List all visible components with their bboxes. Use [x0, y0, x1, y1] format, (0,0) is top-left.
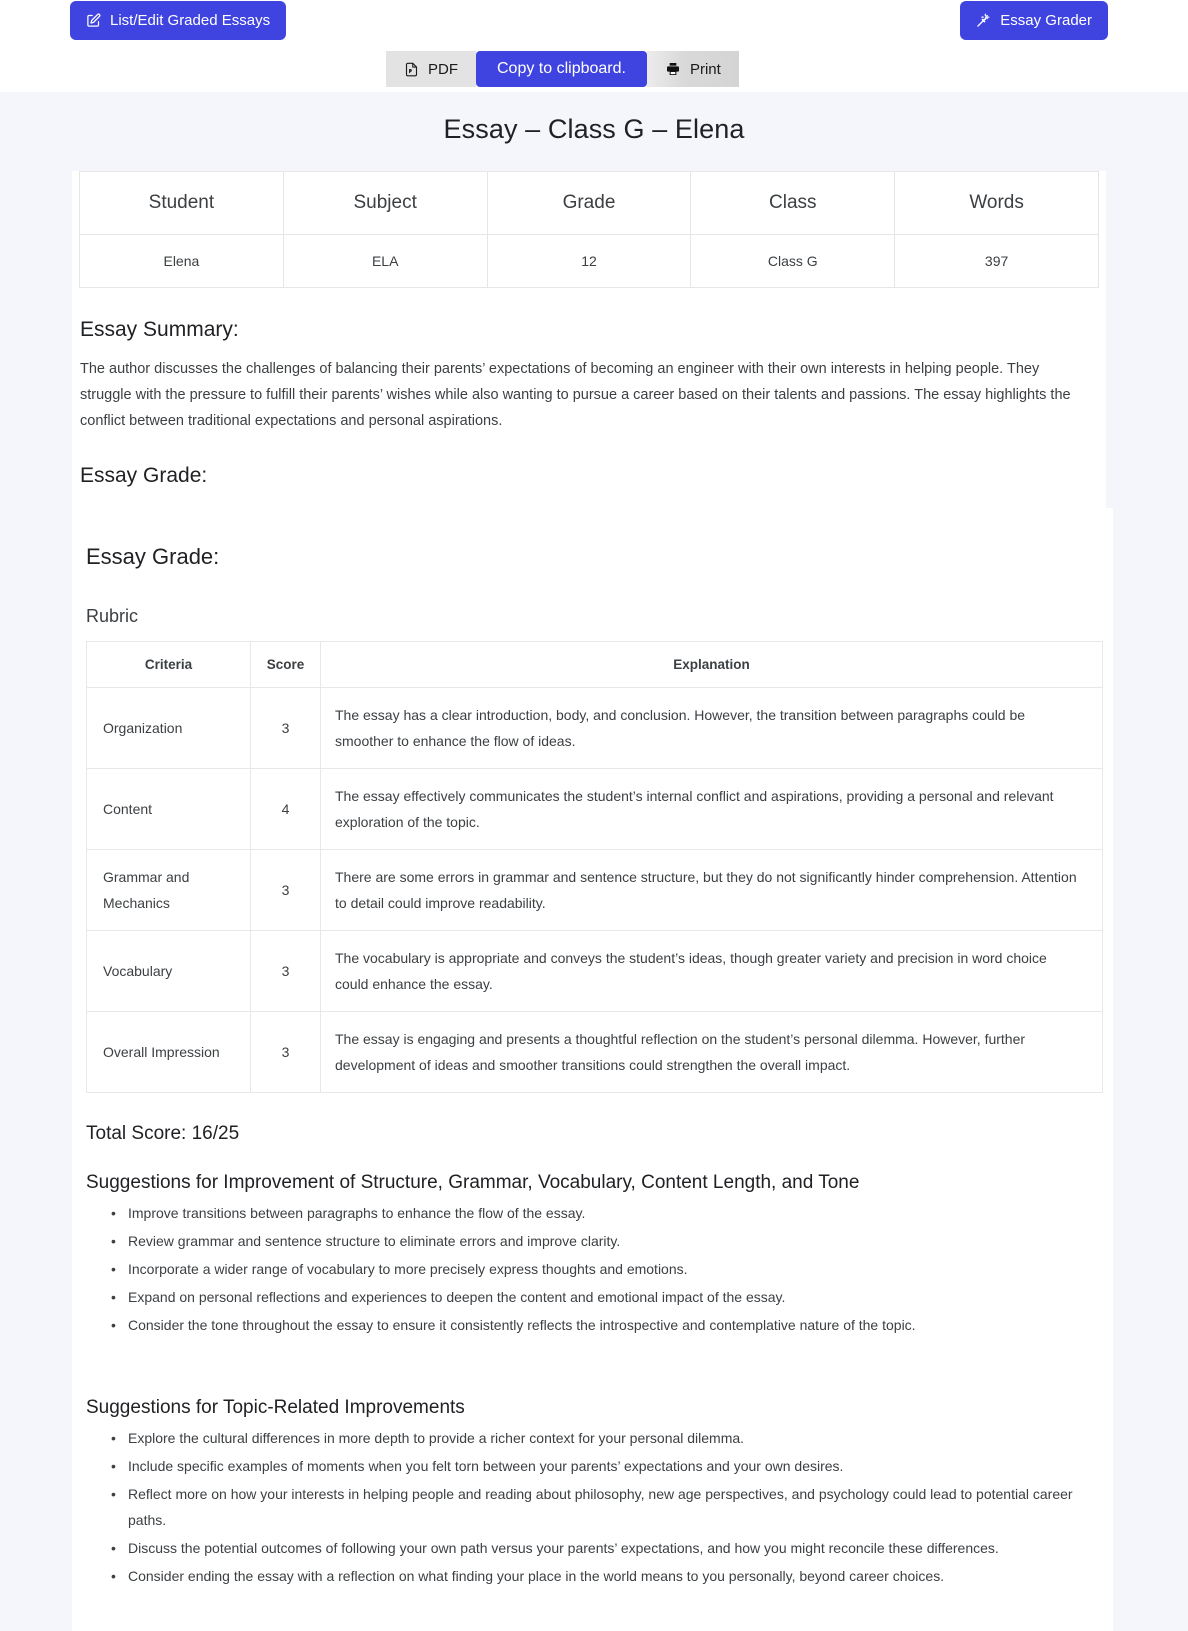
section-spacer: [72, 1340, 1113, 1370]
essay-grader-button[interactable]: [960, 1, 1108, 40]
print-button[interactable]: [647, 51, 739, 87]
table-header-row: [80, 172, 1099, 235]
top-toolbar: [0, 0, 1188, 92]
cell-explanation: There are some errors in grammar and sentence structure, but they do not significantly hinder comprehension. Attention to detail could improve readability.: [321, 850, 1103, 931]
print-label: Print: [689, 60, 721, 78]
cell-criteria: Vocabulary: [87, 931, 251, 1012]
cell-subject: ELA: [283, 235, 487, 288]
essay-grade-heading-inner: Essay Grade:: [86, 544, 220, 569]
cell-criteria: Overall Impression: [87, 1012, 251, 1093]
essay-grade-heading: Essay Grade:: [80, 464, 208, 487]
page-body: [0, 92, 1188, 1631]
list-item: • Include specific examples of moments when you felt torn between your parents’ expectations and your own desires.: [128, 1453, 1099, 1480]
total-score: Total Score: 16/25: [86, 1123, 240, 1144]
column-header-subject: Subject: [283, 172, 487, 235]
list-item: • Consider the tone throughout the essay to ensure it consistently reflects the introspective and contemplative nature of the topic.: [128, 1312, 1099, 1339]
list-item: • Explore the cultural differences in more depth to provide a richer context for your personal dilemma.: [128, 1425, 1099, 1452]
cell-class: Class G: [691, 235, 895, 288]
suggestions-structure-heading: Suggestions for Improvement of Structure, Grammar, Vocabulary, Content Length, and Tone: [86, 1172, 860, 1193]
pdf-label: PDF: [428, 60, 458, 78]
column-header-criteria: Criteria: [87, 642, 251, 688]
pdf-button[interactable]: [386, 51, 476, 87]
column-header-grade: Grade: [487, 172, 691, 235]
cell-explanation: The essay effectively communicates the student’s internal conflict and aspirations, providing a personal and relevant exploration of the topic.: [321, 769, 1103, 850]
cell-student: Elena: [80, 235, 284, 288]
cell-criteria: Organization: [87, 688, 251, 769]
rubric-table-body: [87, 688, 1103, 1093]
essay-overview-card: [72, 171, 1106, 508]
list-item: • Improve transitions between paragraphs to enhance the flow of the essay.: [128, 1200, 1099, 1227]
essay-info-table: [79, 171, 1099, 288]
rubric-heading: Rubric: [86, 606, 139, 626]
table-row: [87, 931, 1103, 1012]
column-header-score: Score: [251, 642, 321, 688]
suggestions-structure-list: [86, 1200, 1099, 1339]
suggestions-topic-list: [86, 1425, 1099, 1590]
list-item: • Incorporate a wider range of vocabulary to more precisely express thoughts and emotions.: [128, 1256, 1099, 1283]
list-item: • Discuss the potential outcomes of following your own path versus your parents’ expectations, and how you might reconcile these differences.: [128, 1535, 1099, 1562]
table-row: [87, 1012, 1103, 1093]
cell-criteria: Grammar and Mechanics: [87, 850, 251, 931]
list-item: • Expand on personal reflections and experiences to deepen the content and emotional impact of the essay.: [128, 1284, 1099, 1311]
list-item: • Reflect more on how your interests in helping people and reading about philosophy, new age perspectives, and psychology could lead to potential career paths.: [128, 1481, 1099, 1534]
essay-grader-label: Essay Grader: [1000, 12, 1092, 29]
printer-icon: [665, 61, 681, 77]
suggestions-topic-heading: Suggestions for Topic-Related Improvements: [86, 1397, 465, 1418]
table-row: [87, 688, 1103, 769]
table-row: [87, 850, 1103, 931]
copy-to-clipboard-button[interactable]: Copy to clipboard.: [476, 51, 647, 87]
cell-grade: 12: [487, 235, 691, 288]
cell-words: 397: [895, 235, 1099, 288]
column-header-explanation: Explanation: [321, 642, 1103, 688]
page-title: Essay – Class G – Elena: [443, 114, 745, 144]
cell-score: 3: [251, 931, 321, 1012]
pdf-file-icon: [404, 61, 419, 78]
table-row: [87, 769, 1103, 850]
edit-square-icon: [86, 13, 101, 28]
essay-grade-card: [72, 508, 1113, 1631]
column-header-class: Class: [691, 172, 895, 235]
cell-score: 3: [251, 1012, 321, 1093]
table-row: [80, 235, 1099, 288]
list-edit-graded-essays-label: List/Edit Graded Essays: [110, 12, 271, 29]
cell-score: 3: [251, 688, 321, 769]
cell-score: 4: [251, 769, 321, 850]
essay-summary-heading: Essay Summary:: [80, 318, 239, 341]
export-toolbar: [386, 51, 739, 87]
list-edit-graded-essays-button[interactable]: [70, 1, 286, 40]
magic-wand-icon: [976, 13, 991, 28]
rubric-table: [86, 641, 1103, 1093]
list-item: • Consider ending the essay with a reflection on what finding your place in the world means to you personally, beyond career choices.: [128, 1563, 1099, 1590]
essay-summary-text: The author discusses the challenges of balancing their parents’ expectations of becoming an engineer with their own interests in helping people. They struggle with the pressure to fulfill their parents’ wishes while also wanting to pursue a career based on their talents and passions. The essay highlights the conflict between traditional expectations and personal aspirations.: [80, 361, 1071, 429]
cell-criteria: Content: [87, 769, 251, 850]
cell-score: 3: [251, 850, 321, 931]
list-item: • Review grammar and sentence structure to eliminate errors and improve clarity.: [128, 1228, 1099, 1255]
column-header-words: Words: [895, 172, 1099, 235]
column-header-student: Student: [80, 172, 284, 235]
rubric-header-row: [87, 642, 1103, 688]
cell-explanation: The essay is engaging and presents a thoughtful reflection on the student’s personal dilemma. However, further development of ideas and smoother transitions could strengthen the overall impact.: [321, 1012, 1103, 1093]
cell-explanation: The essay has a clear introduction, body, and conclusion. However, the transition between paragraphs could be smoother to enhance the flow of ideas.: [321, 688, 1103, 769]
cell-explanation: The vocabulary is appropriate and conveys the student’s ideas, though greater variety and precision in word choice could enhance the essay.: [321, 931, 1103, 1012]
